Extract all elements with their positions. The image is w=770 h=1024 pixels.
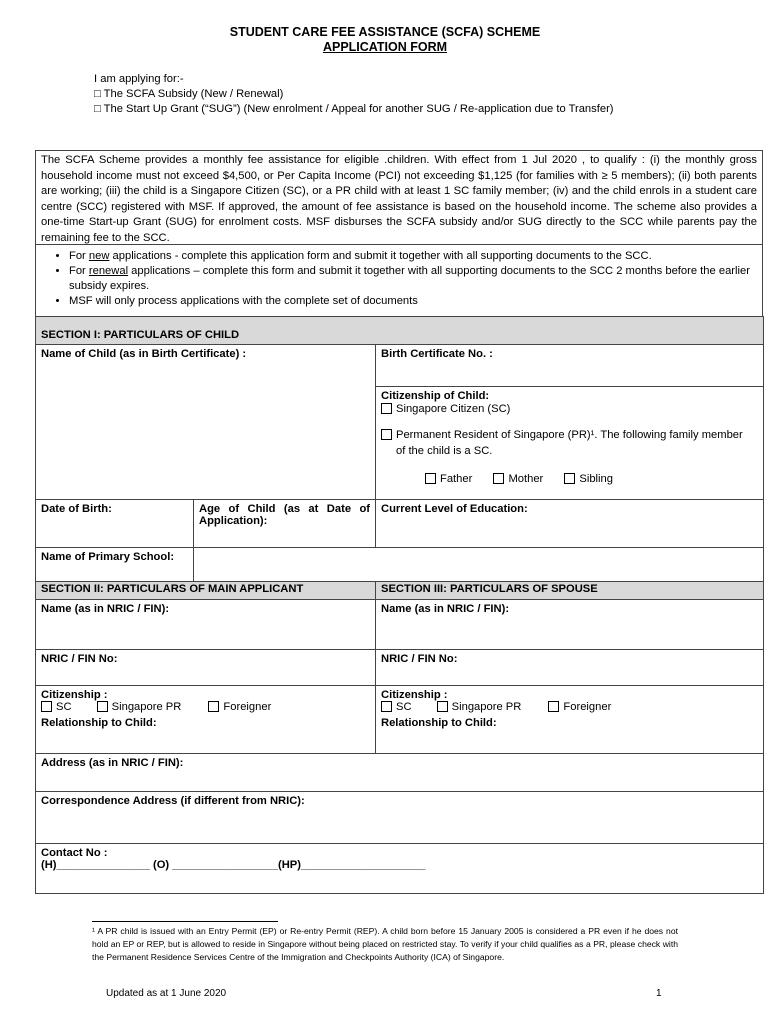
checkbox-sc[interactable] <box>381 403 392 414</box>
school-field[interactable] <box>194 548 764 582</box>
applicant-citizenship-cell <box>36 686 376 754</box>
spouse-option-foreigner[interactable]: Foreigner <box>548 701 611 713</box>
child-name-label: Name of Child (as in Birth Certificate) : <box>41 348 247 360</box>
spouse-relationship-label: Relationship to Child: <box>381 717 497 729</box>
education-label: Current Level of Education: <box>381 503 528 515</box>
applying-option-sug[interactable]: □ The Start Up Grant (“SUG”) (New enrolment / Appeal for another SUG / Re-application due to Transfer) <box>94 103 614 115</box>
spouse-name-label: Name (as in NRIC / FIN): <box>381 603 510 615</box>
applicant-citizenship-label: Citizenship : <box>41 689 108 701</box>
school-label: Name of Primary School: <box>41 551 175 563</box>
checkbox-father[interactable] <box>425 473 436 484</box>
option-permanent-resident[interactable]: Permanent Resident of Singapore (PR)¹. The following family member of the child is a SC. <box>381 427 758 459</box>
spouse-nric-label: NRIC / FIN No: <box>381 653 458 665</box>
option-father[interactable]: Father <box>425 473 472 485</box>
applicant-name-label: Name (as in NRIC / FIN): <box>41 603 170 615</box>
applying-option-scfa[interactable]: □ The SCFA Subsidy (New / Renewal) <box>94 88 284 100</box>
checkbox-spouse-sc[interactable] <box>381 701 392 712</box>
checkbox-sibling[interactable] <box>564 473 575 484</box>
instruction-new: • For new applications - complete this application form and submit it together with all supporting documents to the SCC. <box>69 249 756 264</box>
page-number: 1 <box>656 988 662 999</box>
scheme-info-paragraph: The SCFA Scheme provides a monthly fee assistance for eligible .children. With effect from 1 Jul 2020 , to qualify : (i) the monthly gross household income must not exceed $4,500, or Per Capita Income (PCI) not exceeding $1,125 (for families with ≥ 5 members); (ii) both parents are working; (iii) the child is a Singapore Citizen (SC), or a PR child with at least 1 SC family member; (iv) and the child enrols in a student care centre (SCC) registered with MSF. If approved, the amount of fee assistance is based on the household income. The scheme also provides a one-time Start-up Grant (SUG) for enrolment costs. MSF disburses the SCFA subsidy and/or SUG directly to the SCC while parents pay the remaining fee to the SCC. <box>41 154 757 244</box>
applicant-nric-field[interactable] <box>36 650 376 686</box>
checkbox-spouse-foreigner[interactable] <box>548 701 559 712</box>
address-field[interactable] <box>36 754 764 792</box>
applicant-option-foreigner[interactable]: Foreigner <box>208 701 271 713</box>
applicant-nric-label: NRIC / FIN No: <box>41 653 118 665</box>
spouse-name-field[interactable] <box>376 600 764 650</box>
applicant-option-pr[interactable]: Singapore PR <box>97 701 182 713</box>
checkbox-applicant-sc[interactable] <box>41 701 52 712</box>
applicant-name-field[interactable] <box>36 600 376 650</box>
address-label: Address (as in NRIC / FIN): <box>41 757 184 769</box>
applying-label: I am applying for:- <box>94 73 184 85</box>
instructions-box <box>35 245 763 317</box>
birth-cert-field[interactable] <box>376 345 764 387</box>
footnote-text: ¹ A PR child is issued with an Entry Permit (EP) or Re-entry Permit (REP). A child born before 15 January 2005 is considered a PR even if he does not hold an EP or REP, but is allowed to reside in Singapore without being placed on restricted stay. To verify if your child qualifies as a PR, please check with the Permanent Residence Services Centre of the Immigration and Checkpoints Authority (ICA) of Singapore. <box>92 926 678 962</box>
education-field[interactable] <box>376 500 764 548</box>
spouse-citizenship-options <box>381 701 758 713</box>
option-mother[interactable]: Mother <box>493 473 543 485</box>
applicant-relationship-label: Relationship to Child: <box>41 717 157 729</box>
child-citizenship-cell <box>376 387 764 500</box>
contact-field[interactable] <box>36 844 764 894</box>
instruction-complete-docs: • MSF will only process applications with the complete set of documents <box>69 294 756 309</box>
applying-section <box>94 72 614 117</box>
applicant-option-sc[interactable]: SC <box>41 701 72 713</box>
instruction-renewal: • For renewal applications – complete this form and submit it together with all supporting documents to the SCC 2 months before the earlier subsidy expires. <box>69 264 756 294</box>
checkbox-spouse-pr[interactable] <box>437 701 448 712</box>
spouse-option-pr[interactable]: Singapore PR <box>437 701 522 713</box>
section1-header: SECTION I: PARTICULARS OF CHILD <box>36 317 764 345</box>
dob-field[interactable] <box>36 500 194 548</box>
contact-label: Contact No : <box>41 847 108 859</box>
age-label: Age of Child (as at Date of Application): <box>199 503 370 527</box>
contact-line[interactable]: (H)_______________ (O) _________________(HP)____________________ <box>41 859 426 871</box>
updated-date: Updated as at 1 June 2020 <box>106 988 227 999</box>
checkbox-pr[interactable] <box>381 429 392 440</box>
child-name-field[interactable] <box>36 345 376 500</box>
age-field[interactable] <box>194 500 376 548</box>
spouse-option-sc[interactable]: SC <box>381 701 412 713</box>
applicant-citizenship-options <box>41 701 370 713</box>
family-member-options <box>381 473 758 485</box>
instructions-list <box>42 249 756 309</box>
section3-header: SECTION III: PARTICULARS OF SPOUSE <box>376 582 764 600</box>
school-label-cell <box>36 548 194 582</box>
scheme-info-box <box>35 150 763 245</box>
correspondence-field[interactable] <box>36 792 764 844</box>
application-form-table <box>35 316 764 894</box>
child-citizenship-label: Citizenship of Child: <box>381 390 490 402</box>
form-subtitle: APPLICATION FORM <box>322 40 448 54</box>
option-singapore-citizen[interactable]: Singapore Citizen (SC) <box>381 403 758 415</box>
checkbox-applicant-pr[interactable] <box>97 701 108 712</box>
spouse-nric-field[interactable] <box>376 650 764 686</box>
footnote-divider <box>92 921 278 922</box>
option-sibling[interactable]: Sibling <box>564 473 613 485</box>
section2-header: SECTION II: PARTICULARS OF MAIN APPLICANT <box>36 582 376 600</box>
birth-cert-label: Birth Certificate No. : <box>381 348 493 360</box>
dob-label: Date of Birth: <box>41 503 112 515</box>
spouse-citizenship-cell <box>376 686 764 754</box>
checkbox-mother[interactable] <box>493 473 504 484</box>
checkbox-applicant-foreigner[interactable] <box>208 701 219 712</box>
correspondence-label: Correspondence Address (if different from NRIC): <box>41 795 305 807</box>
spouse-citizenship-label: Citizenship : <box>381 689 448 701</box>
form-title: STUDENT CARE FEE ASSISTANCE (SCFA) SCHEME <box>229 25 541 39</box>
